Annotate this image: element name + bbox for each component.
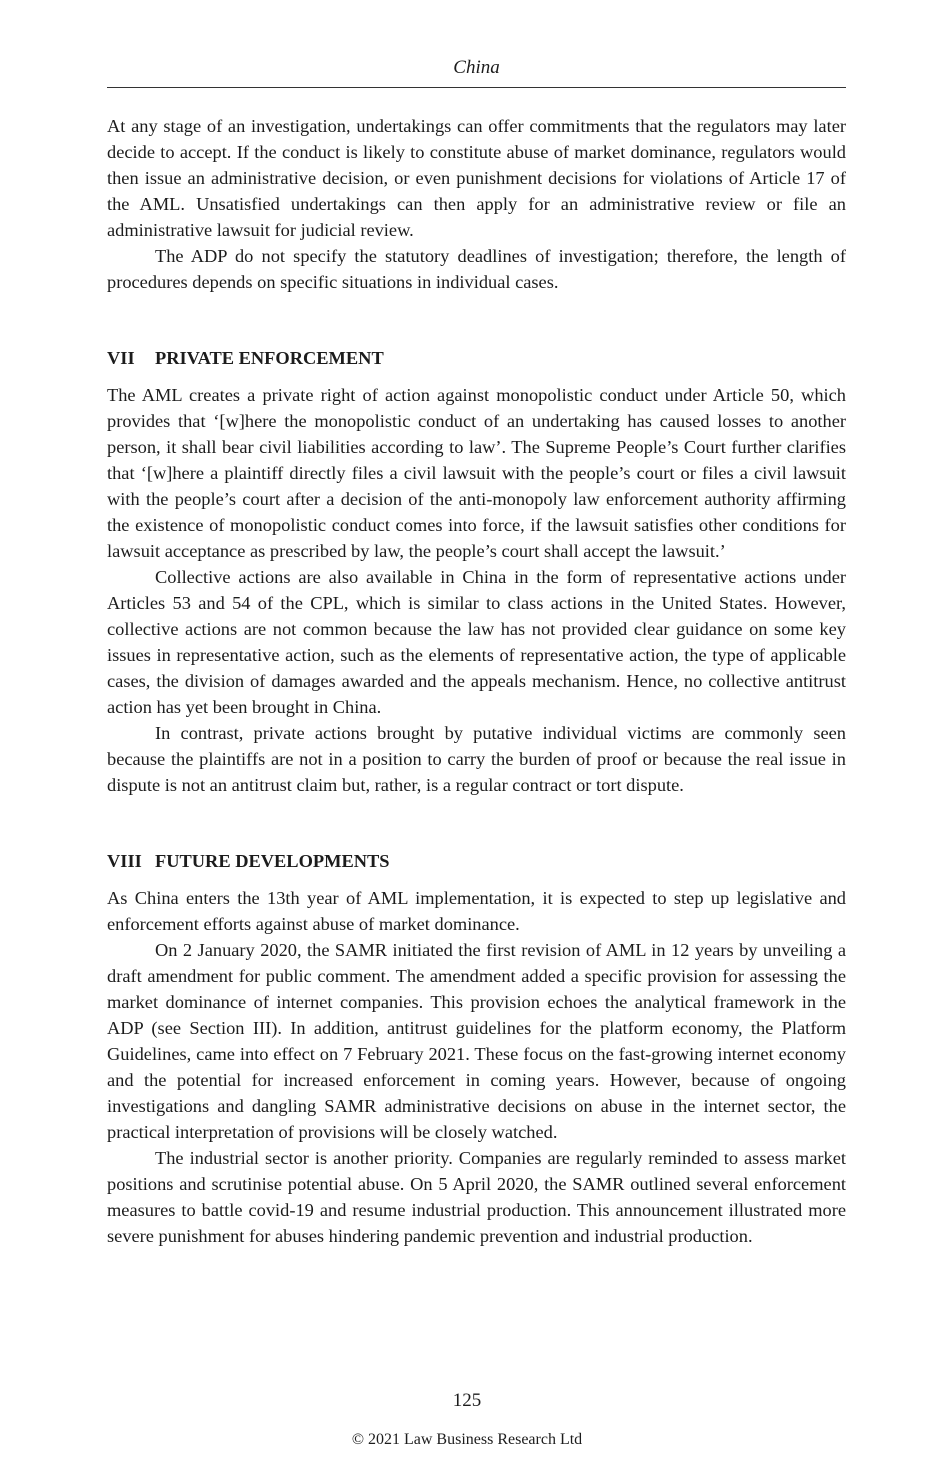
- paragraph: In contrast, private actions brought by putative individual victims are commonly seen because the plaintiffs are not in a position to carry the burden of proof or because the real issue in dispute is not an antitrust claim but, rather, is a regular contract or tort dispute.: [107, 723, 846, 795]
- paragraph: As China enters the 13th year of AML implementation, it is expected to step up legislative and enforcement efforts against abuse of market dominance.: [107, 888, 846, 934]
- page-number: 125: [452, 1390, 482, 1411]
- paragraph: On 2 January 2020, the SAMR initiated the first revision of AML in 12 years by unveiling a draft amendment for public comment. The amendment added a specific provision for assessing the market dominance of internet companies. This provision echoes the analytical framework in the ADP (see Section III). In addition, antitrust guidelines for the platform economy, the Platform Guidelines, came into effect on 7 February 2021. These focus on the fast-growing internet economy and the potential for increased enforcement in coming years. However, because of ongoing investigations and dangling SAMR administrative decisions on abuse in the internet sector, the practical interpretation of provisions will be closely watched.: [107, 940, 846, 1142]
- copyright-notice: © 2021 Law Business Research Ltd: [351, 1431, 583, 1448]
- section-title: FUTURE DEVELOPMENTS: [155, 851, 390, 871]
- header-rule: [107, 87, 846, 88]
- section-heading-future-developments: [107, 848, 846, 874]
- section-number: VII: [107, 348, 135, 368]
- section-title: PRIVATE ENFORCEMENT: [155, 348, 384, 368]
- paragraph: The industrial sector is another priority. Companies are regularly reminded to assess market positions and scrutinise potential abuse. On 5 April 2020, the SAMR outlined several enforcement measures to battle covid-19 and resume industrial production. This announcement illustrated more severe punishment for abuses hindering pandemic prevention and industrial production.: [107, 1148, 846, 1246]
- paragraph: Collective actions are also available in China in the form of representative actions under Articles 53 and 54 of the CPL, which is similar to class actions in the United States. However, collective actions are not common because the law has not provided clear guidance on some key issues in representative action, such as the elements of representative action, the type of applicable cases, the division of damages awarded and the appeals mechanism. Hence, no collective antitrust action has yet been brought in China.: [107, 567, 846, 717]
- paragraph: The AML creates a private right of action against monopolistic conduct under Article 50, which provides that ‘[w]here the monopolistic conduct of an undertaking has caused losses to another person, it shall bear civil liabilities according to law’. The Supreme People’s Court further clarifies that ‘[w]here a plaintiff directly files a civil lawsuit with the people’s court or files a civil lawsuit with the people’s court after a decision of the anti-monopoly law enforcement authority affirming the existence of monopolistic conduct comes into force, if the lawsuit satisfies other conditions for lawsuit acceptance as prescribed by law, the people’s court shall accept the lawsuit.’: [107, 385, 846, 561]
- page-body: [107, 113, 846, 1249]
- section-number: VIII: [107, 851, 142, 871]
- paragraph: At any stage of an investigation, undertakings can offer commitments that the regulators may later decide to accept. If the conduct is likely to constitute abuse of market dominance, regulators would then issue an administrative decision, or even punishment decisions for violations of Article 17 of the AML. Unsatisfied undertakings can then apply for an administrative review or file an administrative lawsuit for judicial review.: [107, 116, 846, 240]
- section-heading-private-enforcement: [107, 345, 846, 371]
- paragraph: The ADP do not specify the statutory deadlines of investigation; therefore, the length of procedures depends on specific situations in individual cases.: [107, 246, 846, 292]
- running-header: China: [453, 57, 500, 78]
